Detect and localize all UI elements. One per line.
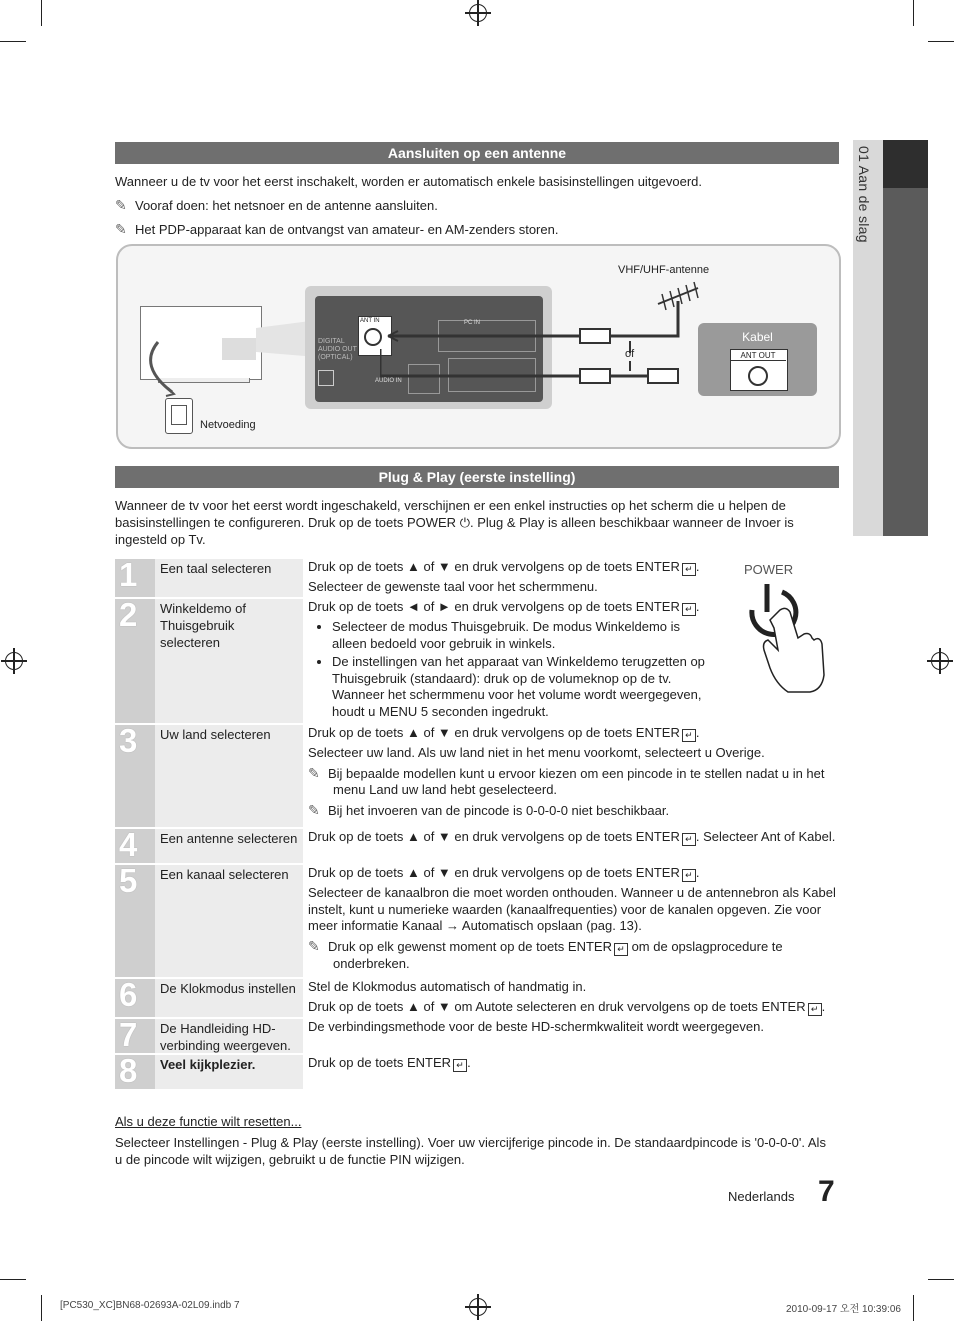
registration-mark-icon: [469, 1298, 487, 1316]
step-number: 4: [119, 826, 138, 863]
power-button-icon: ⏻: [459, 515, 470, 530]
audio-in-label: AUDIO IN: [375, 378, 402, 384]
ant-in-label: ANT IN: [360, 318, 380, 324]
table-row: [115, 862, 839, 977]
step-description: Stel de Klokmodus automatisch of handmatig in. Druk op de toets ▲ of ▼ om Autote selecteren en druk vervolgens op de toets ENTER ↵ .: [308, 979, 826, 1014]
step-description: Druk op de toets ENTER ↵ .: [308, 1055, 471, 1070]
or-label: of: [625, 348, 635, 360]
step-description: Druk op de toets ▲ of ▼ en druk vervolgens op de toets ENTER ↵ . Selecteer uw land. Als uw land niet in het menu voorkomt, selecteert u Overige. ✎ Bij bepaalde modellen kunt u ervoor kiezen om een pincode in te stellen nadat u in het menu Land uw land hebt geselecteerd. ✎ Bij het invoeren van de pincode is 0-0-0-0 niet beschikbaar.: [308, 725, 825, 818]
step-description: Druk op de toets ▲ of ▼ en druk vervolgens op de toets ENTER ↵ . Selecteer Ant of Kabel.: [308, 829, 836, 844]
registration-mark-icon: [469, 4, 487, 22]
table-row: [115, 722, 839, 827]
enter-key-icon: ↵: [614, 943, 628, 956]
plug-and-play-intro: Wanneer de tv voor het eerst wordt ingeschakeld, verschijnen er een enkel instructies op het scherm die u helpen de basisinstellingen te configureren. Druk op de toets POWER ⏻. Plug & Play is alleen beschikbaar wanneer de Invoer is ingesteld op Tv.: [115, 498, 794, 547]
table-row: [115, 596, 839, 723]
step-number: 6: [119, 976, 138, 1013]
ant-out-port-icon: [748, 366, 768, 386]
note: ✎ Het PDP-apparaat kan de ontvangst van amateur- en AM-zenders storen.: [115, 221, 559, 237]
enter-key-icon: ↵: [453, 1059, 467, 1072]
vhf-uhf-antenna-icon: [654, 280, 702, 312]
table-row: [115, 976, 839, 1017]
step-label: De Handleiding HD-verbinding weergeven.: [155, 1019, 303, 1053]
enter-key-icon: ↵: [808, 1003, 822, 1016]
step-description: Druk op de toets ▲ of ▼ en druk vervolgens op de toets ENTER ↵ . Selecteer de kanaalbron die moet worden onthouden. Wanneer u de antennebron als Kabel instelt, kunt u numerieke waarden (kanaalfrequenties) voor de kanalen opgeven. Zie voor meer informatie Kanaal → Automatisch opslaan (pag. 13). ✎ Druk op elk gewenst moment op de toets ENTER ↵ om de opslagprocedure te onderbreken.: [308, 865, 836, 971]
enter-key-icon: ↵: [682, 729, 696, 742]
step-number: 2: [119, 596, 138, 633]
enter-key-icon: ↵: [682, 603, 696, 616]
enter-key-icon: ↵: [682, 833, 696, 846]
note-pencil-icon: ✎: [115, 197, 127, 213]
chapter-title: 01 Aan de slag: [856, 146, 872, 243]
step-label: De Klokmodus instellen: [155, 979, 303, 1017]
step-number: 7: [119, 1016, 138, 1053]
power-label: POWER: [744, 562, 794, 577]
footer-language: Nederlands: [728, 1189, 795, 1204]
section-title-antenna: Aansluiten op een antenne: [115, 142, 839, 164]
antenna-cable-icon: [380, 281, 700, 391]
cable-label: Kabel: [742, 330, 773, 344]
registration-mark-icon: [931, 652, 949, 670]
antenna-connection-diagram: Netvoeding DIGITAL AUDIO OUT (OPTICAL) ANT IN PC IN AUDIO IN of VHF/UHF-antenne Kabel ANT OUT: [116, 244, 841, 449]
note-pencil-icon: ✎: [308, 937, 320, 954]
footer-timestamp: 2010-09-17 오전 10:39:06: [786, 1304, 901, 1315]
step-number: 8: [119, 1052, 138, 1089]
step-label: Winkeldemo of Thuisgebruik selecteren: [155, 599, 303, 723]
note-pencil-icon: ✎: [115, 221, 127, 237]
note: ✎ Vooraf doen: het netsnoer en de antenne aansluiten.: [115, 197, 438, 213]
antenna-label: VHF/UHF-antenne: [618, 264, 710, 276]
ant-out-label: ANT OUT: [730, 351, 786, 361]
table-row: [115, 556, 839, 597]
registration-mark-icon: [5, 652, 23, 670]
reset-heading: Als u deze functie wilt resetten...: [115, 1114, 302, 1129]
step-number: 3: [119, 722, 138, 759]
step-description: Druk op de toets ▲ of ▼ en druk vervolgens op de toets ENTER ↵ . Selecteer de gewenste taal voor het schermmenu.: [308, 559, 700, 594]
step-description: De verbindingsmethode voor de beste HD-schermkwaliteit wordt weergegeven.: [308, 1019, 764, 1034]
footer-file-name: [PC530_XC]BN68-02693A-02L09.indb 7: [60, 1300, 240, 1311]
reset-text: Selecteer Instellingen - Plug & Play (eerste instelling). Voer uw viercijferige pincode in. De standaardpincode is '0-0-0-0'. Als u de pincode wilt wijzigen, gebruikt u de functie PIN wijzigen.: [115, 1135, 826, 1167]
note-pencil-icon: ✎: [308, 764, 320, 781]
step-label: Uw land selecteren: [155, 725, 303, 827]
section-title-plug-and-play: Plug & Play (eerste instelling): [115, 466, 839, 488]
note-pencil-icon: ✎: [308, 801, 320, 818]
step-number: 1: [119, 556, 138, 593]
table-row: [115, 1016, 839, 1053]
step-label: Een taal selecteren: [155, 559, 303, 597]
step-number: 5: [119, 862, 138, 899]
pc-in-label: PC IN: [464, 320, 481, 326]
page-number: 7: [818, 1175, 835, 1208]
table-row: [115, 1052, 839, 1089]
enter-key-icon: ↵: [682, 563, 696, 576]
table-row: [115, 826, 839, 863]
power-label: Netvoeding: [200, 419, 256, 431]
enter-key-icon: ↵: [682, 869, 696, 882]
step-label: Een antenne selecteren: [155, 829, 303, 863]
power-cable-icon: [138, 336, 198, 406]
step-label: Veel kijkplezier.: [155, 1055, 303, 1089]
step-label: Een kanaal selecteren: [155, 865, 303, 977]
antenna-intro: Wanneer u de tv voor het eerst inschakelt, worden er automatisch enkele basisinstellingen uitgevoerd.: [115, 174, 703, 189]
step-description: Druk op de toets ◄ of ► en druk vervolgens op de toets ENTER ↵ . • Selecteer de modus Thuisgebruik. De modus Winkeldemo is alleen bedoeld voor gebruik in winkels. • De instellingen van het apparaat van Winkeldemo terugzetten op Thuisgebruik (standaard): druk op de volumeknop op de tv. Wanneer het schermmenu voor het volume wordt weergegeven, houdt u MENU 5 seconden ingedrukt.: [308, 599, 708, 722]
